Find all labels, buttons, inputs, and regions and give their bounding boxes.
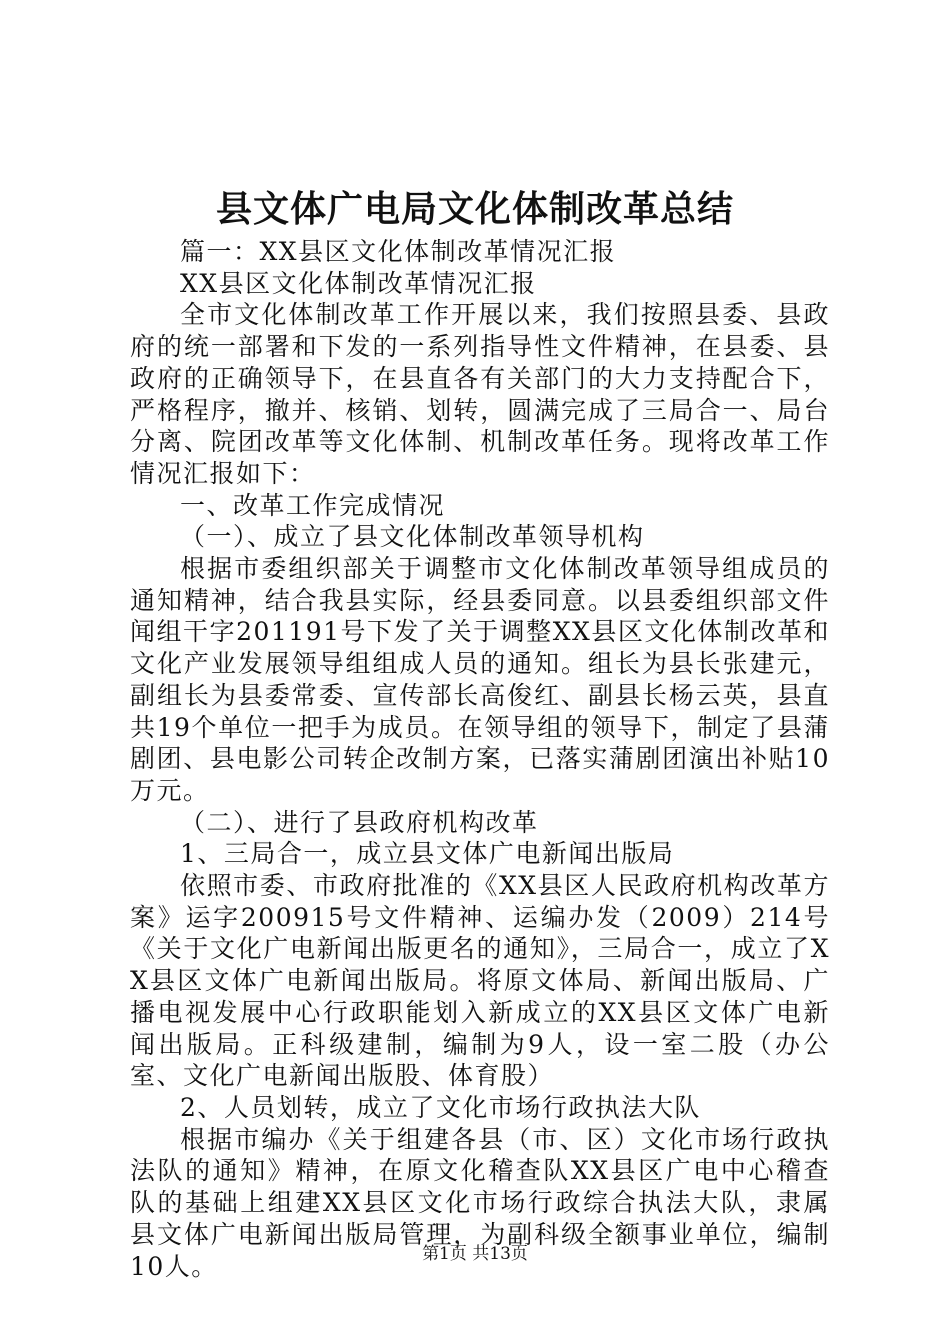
subsection-heading: （二）、进行了县政府机构改革 [180,807,539,837]
paragraph-intro: 全市文化体制改革工作开展以来，我们按照县委、县政府的统一部署和下发的一系列指导性文件精神，在县委、县政府的正确领导下，在县直各有关部门的大力支持配合下，严格程序，撤并、核销、划转，圆满完成了三局合一、局台分离、院团改革等文化体制、机制改革任务。现将改革工作情况汇报如下： [130,300,830,488]
subsection-heading: （一）、成立了县文化体制改革领导机构 [180,522,645,552]
item-heading: 1、三局合一，成立县文体广电新闻出版局 [180,839,675,869]
paragraph-report-title: XX县区文化体制改革情况汇报 [180,268,537,298]
page-number-footer: 第1页 共13页 [422,1244,528,1264]
paragraph-subtitle: 篇一：XX县区文化体制改革情况汇报 [180,237,617,266]
section-heading: 一、改革工作完成情况 [180,490,446,520]
paragraph: 根据市编办《关于组建各县（市、区）文化市场行政执法队的通知》精神，在原文化稽查队XX县区广电中心稽查队的基础上组建XX县区文化市场行政综合执法大队，隶属县文体广电新闻出版局管理，为副科级全额事业单位，编制10人。 [130,1124,830,1281]
item-heading: 2、人员划转，成立了文化市场行政执法大队 [180,1092,701,1122]
document-title: 县文体广电局文化体制改革总结 [215,188,734,230]
paragraph: 依照市委、市政府批准的《XX县区人民政府机构改革方案》运字200915号文件精神、运编办发（2009）214号《关于文化广电新闻出版更名的通知》，三局合一，成立了XX县区文体广电新闻出版局。将原文体局、新闻出版局、广播电视发展中心行政职能划入新成立的XX县区文体广电新闻出版局。正科级建制，编制为9人，设一室二股（办公室、文化广电新闻出版股、体育股） [130,871,830,1091]
paragraph: 根据市委组织部关于调整市文化体制改革领导组成员的通知精神，结合我县实际，经县委同意。以县委组织部文件闻组干字201191号下发了关于调整XX县区文化体制改革和文化产业发展领导组组成人员的通知。组长为县长张建元，副组长为县委常委、宣传部长高俊红、副县长杨云英，县直共19个单位一把手为成员。在领导组的领导下，制定了县蒲剧团、县电影公司转企改制方案，已落实蒲剧团演出补贴10万元。 [130,554,830,805]
document-body [130,236,830,1282]
